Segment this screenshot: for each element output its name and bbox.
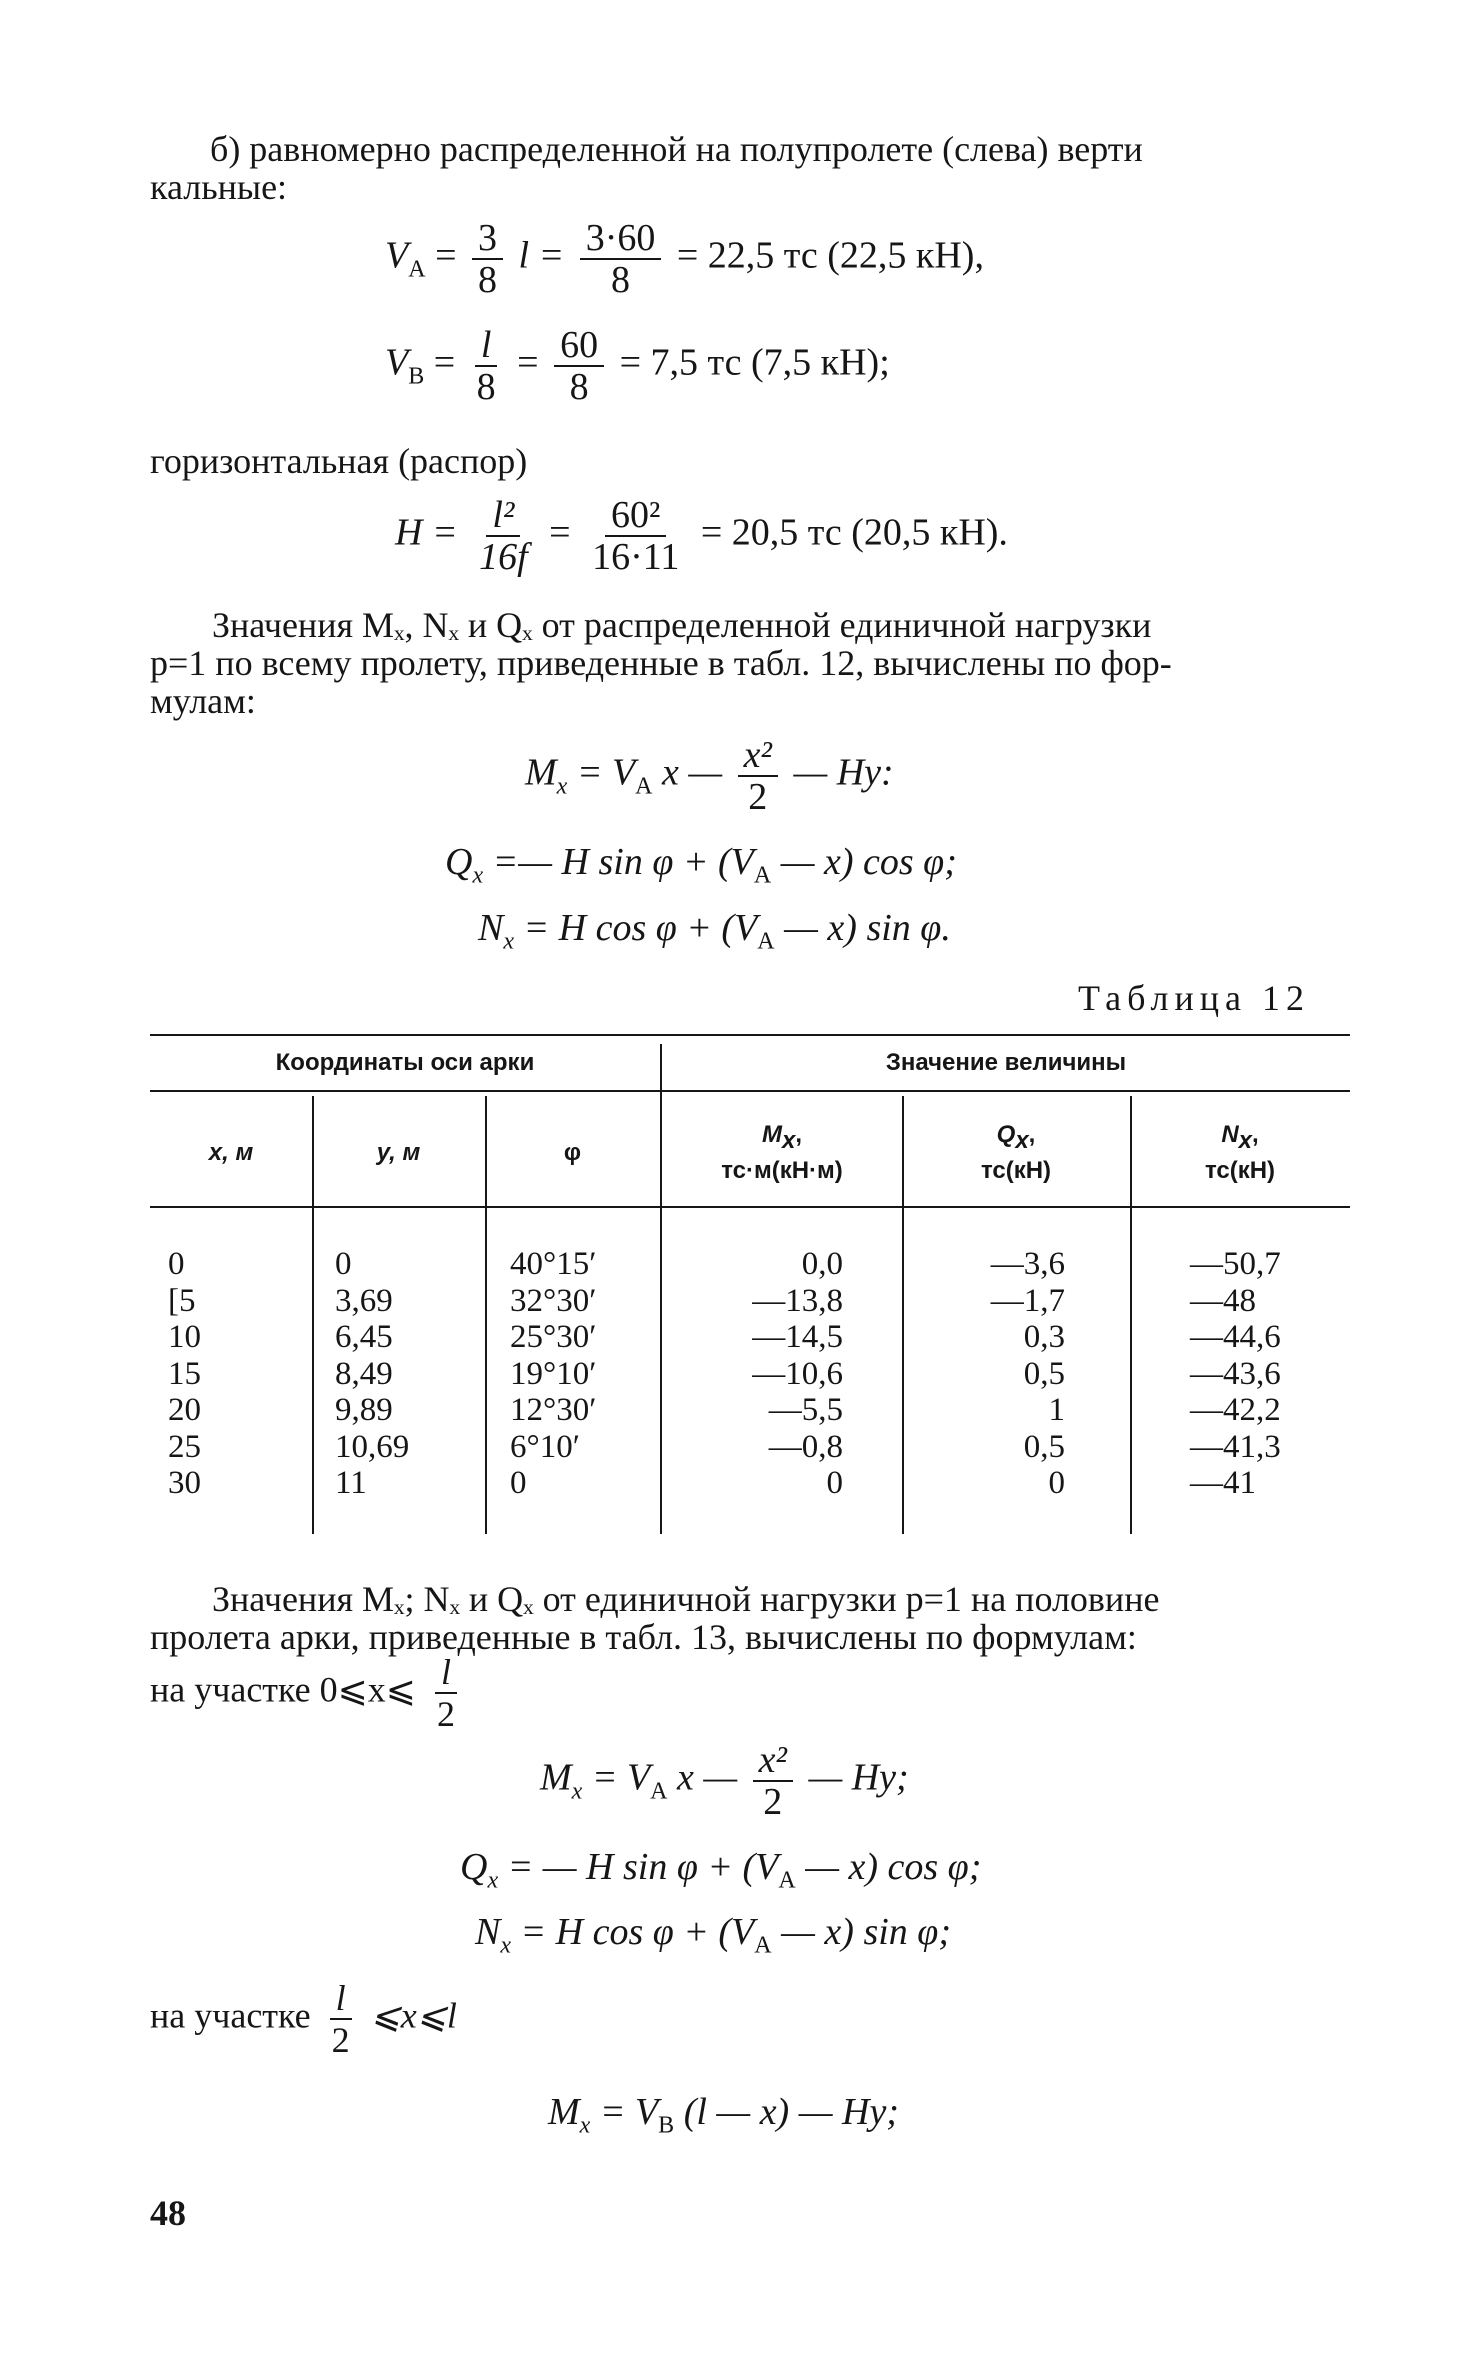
- table-cell-x: 15: [168, 1355, 201, 1392]
- header-x: x, м: [208, 1139, 254, 1166]
- segment-2: на участке $\frac{l}{2}$ ⩽x⩽l: [150, 1978, 457, 2060]
- table-cell-q: 0,5: [1023, 1355, 1065, 1392]
- table-cell-phi: 32°30′: [510, 1282, 597, 1319]
- table-cell-q: 0,3: [1023, 1319, 1065, 1355]
- equation-vb: $V_B$ = $\frac{l}{8}$ = $\frac{60}{8}$ = 7,5 тс (7,5 кН);: [385, 324, 890, 408]
- header-n: $N_x$, тс(кН): [1204, 1121, 1276, 1184]
- table-cell-n: —41: [1190, 1465, 1256, 1501]
- table-cell-phi: 40°15′: [510, 1246, 597, 1282]
- table-cell-n: —50,7: [1190, 1246, 1281, 1282]
- table-cell-m: —14,5: [752, 1319, 843, 1355]
- formula-qx-2: $Q_x$ = — H $\sin \varphi + (V_A$ — x) cos φ;: [460, 1846, 982, 1894]
- formula-mx-2: $M_x = V_A$ x — $\frac{\text{x²}}{2}$ — Hy;: [540, 1739, 909, 1823]
- formula-qx-1: $Q_x$ =— H $\sin \varphi + (V_A$ — x) cos φ;: [445, 841, 957, 889]
- table-cell-x: 10: [168, 1319, 201, 1355]
- table-cell-q: 0: [1048, 1465, 1065, 1501]
- table-cell-phi: 6°10′: [510, 1428, 580, 1465]
- table-cell-n: —41,3: [1190, 1428, 1281, 1465]
- table-cell-phi: 12°30′: [510, 1392, 597, 1428]
- header-q: $Q_x$, тс(кН): [980, 1121, 1052, 1184]
- table-cell-n: —44,6: [1190, 1319, 1281, 1355]
- table-cell-q: —1,7: [990, 1282, 1065, 1319]
- para1-line-2: p=1 по всему пролету, приведенные в табл. 12, вычислены по фор-: [150, 643, 1172, 683]
- segment-1: на участке 0⩽x⩽ $\frac{l}{2}$: [150, 1652, 455, 1734]
- table-cell-m: 0: [826, 1465, 843, 1501]
- table-cell-x: 30: [168, 1465, 201, 1501]
- para1-line-3: мулам:: [150, 681, 256, 721]
- table-cell-x: 25: [168, 1428, 201, 1465]
- table-group-coords: Координаты оси арки: [275, 1049, 535, 1076]
- table-cell-m: —0,8: [768, 1428, 843, 1465]
- table-cell-x: 0: [168, 1246, 185, 1282]
- table-cell-y: 6,45: [335, 1319, 393, 1355]
- table-cell-n: —42,2: [1190, 1392, 1281, 1428]
- table-cell-n: —48: [1190, 1282, 1256, 1319]
- formula-mx-3: $M_x = V_B$ (l — x) — Hy;: [548, 2091, 899, 2139]
- table-cell-x: [5: [168, 1282, 196, 1319]
- para2-line-2: пролета арки, приведенные в табл. 13, вычислены по формулам:: [150, 1617, 1137, 1657]
- header-phi: φ: [563, 1139, 582, 1166]
- table-header-rule: [150, 1206, 1350, 1208]
- table-cell-m: —10,6: [752, 1355, 843, 1392]
- intro-line-2: кальные:: [150, 167, 288, 207]
- table-cell-y: 9,89: [335, 1392, 393, 1428]
- para2-line-1: Значения Mₓ; Nₓ и Qₓ от единичной нагрузки p=1 на половине: [212, 1579, 1160, 1619]
- table-cell-q: —3,6: [990, 1246, 1065, 1282]
- formula-mx-1: $M_x = V_A$ x — $\frac{\text{x²}}{2}$ — Hy:: [525, 734, 894, 818]
- table-cell-y: 0: [335, 1246, 352, 1282]
- table-cell-m: —13,8: [752, 1282, 843, 1319]
- table-cell-y: 8,49: [335, 1355, 393, 1392]
- formula-nx-1: $N_x = H$ $\cos \varphi + (V_A$ — x) sin φ.: [478, 907, 951, 955]
- page-number: 48: [150, 2193, 186, 2233]
- para1-line-1: Значения Mₓ, Nₓ и Qₓ от распределенной единичной нагрузки: [212, 605, 1152, 645]
- table-cell-n: —43,6: [1190, 1355, 1281, 1392]
- horizontal-label: горизонтальная (распор): [150, 441, 528, 481]
- header-y: y, м: [376, 1139, 421, 1166]
- table-top-rule: [150, 1034, 1350, 1036]
- table-group-values: Значение величины: [885, 1049, 1127, 1076]
- equation-va: $V_A$ = $\frac{3}{8}$ l = $\frac{3\cdot 60}{8}$ = 22,5 тс (22,5 кН),: [385, 217, 984, 301]
- equation-h: H = $\frac{\text{l²}}{16f}$ = $\frac{\text{60²}}{16\cdot 11}$ = 20,5 тс (20,5 кН).: [395, 494, 1008, 578]
- table-group-rule: [150, 1090, 1350, 1092]
- table-cell-phi: 0: [510, 1465, 527, 1501]
- table-cell-y: 10,69: [335, 1428, 410, 1465]
- table-cell-y: 11: [335, 1465, 367, 1501]
- table-cell-phi: 19°10′: [510, 1355, 597, 1392]
- table-cell-q: 0,5: [1023, 1428, 1065, 1465]
- table-caption: Таблица 12: [1078, 978, 1310, 1018]
- table-cell-m: 0,0: [801, 1246, 843, 1282]
- table-cell-phi: 25°30′: [510, 1319, 597, 1355]
- intro-line-1: б) равномерно распределенной на полупролете (слева) верти: [210, 129, 1143, 169]
- header-m: $M_x$, тс·м(кН·м): [721, 1121, 843, 1184]
- formula-nx-2: $N_x = H$ $\cos \varphi + (V_A$ — x) sin φ;: [475, 1911, 951, 1959]
- table-cell-y: 3,69: [335, 1282, 393, 1319]
- table-cell-m: —5,5: [768, 1392, 843, 1428]
- table-divider-main: [660, 1044, 662, 1534]
- table-cell-q: 1: [1048, 1392, 1065, 1428]
- table-cell-x: 20: [168, 1392, 201, 1428]
